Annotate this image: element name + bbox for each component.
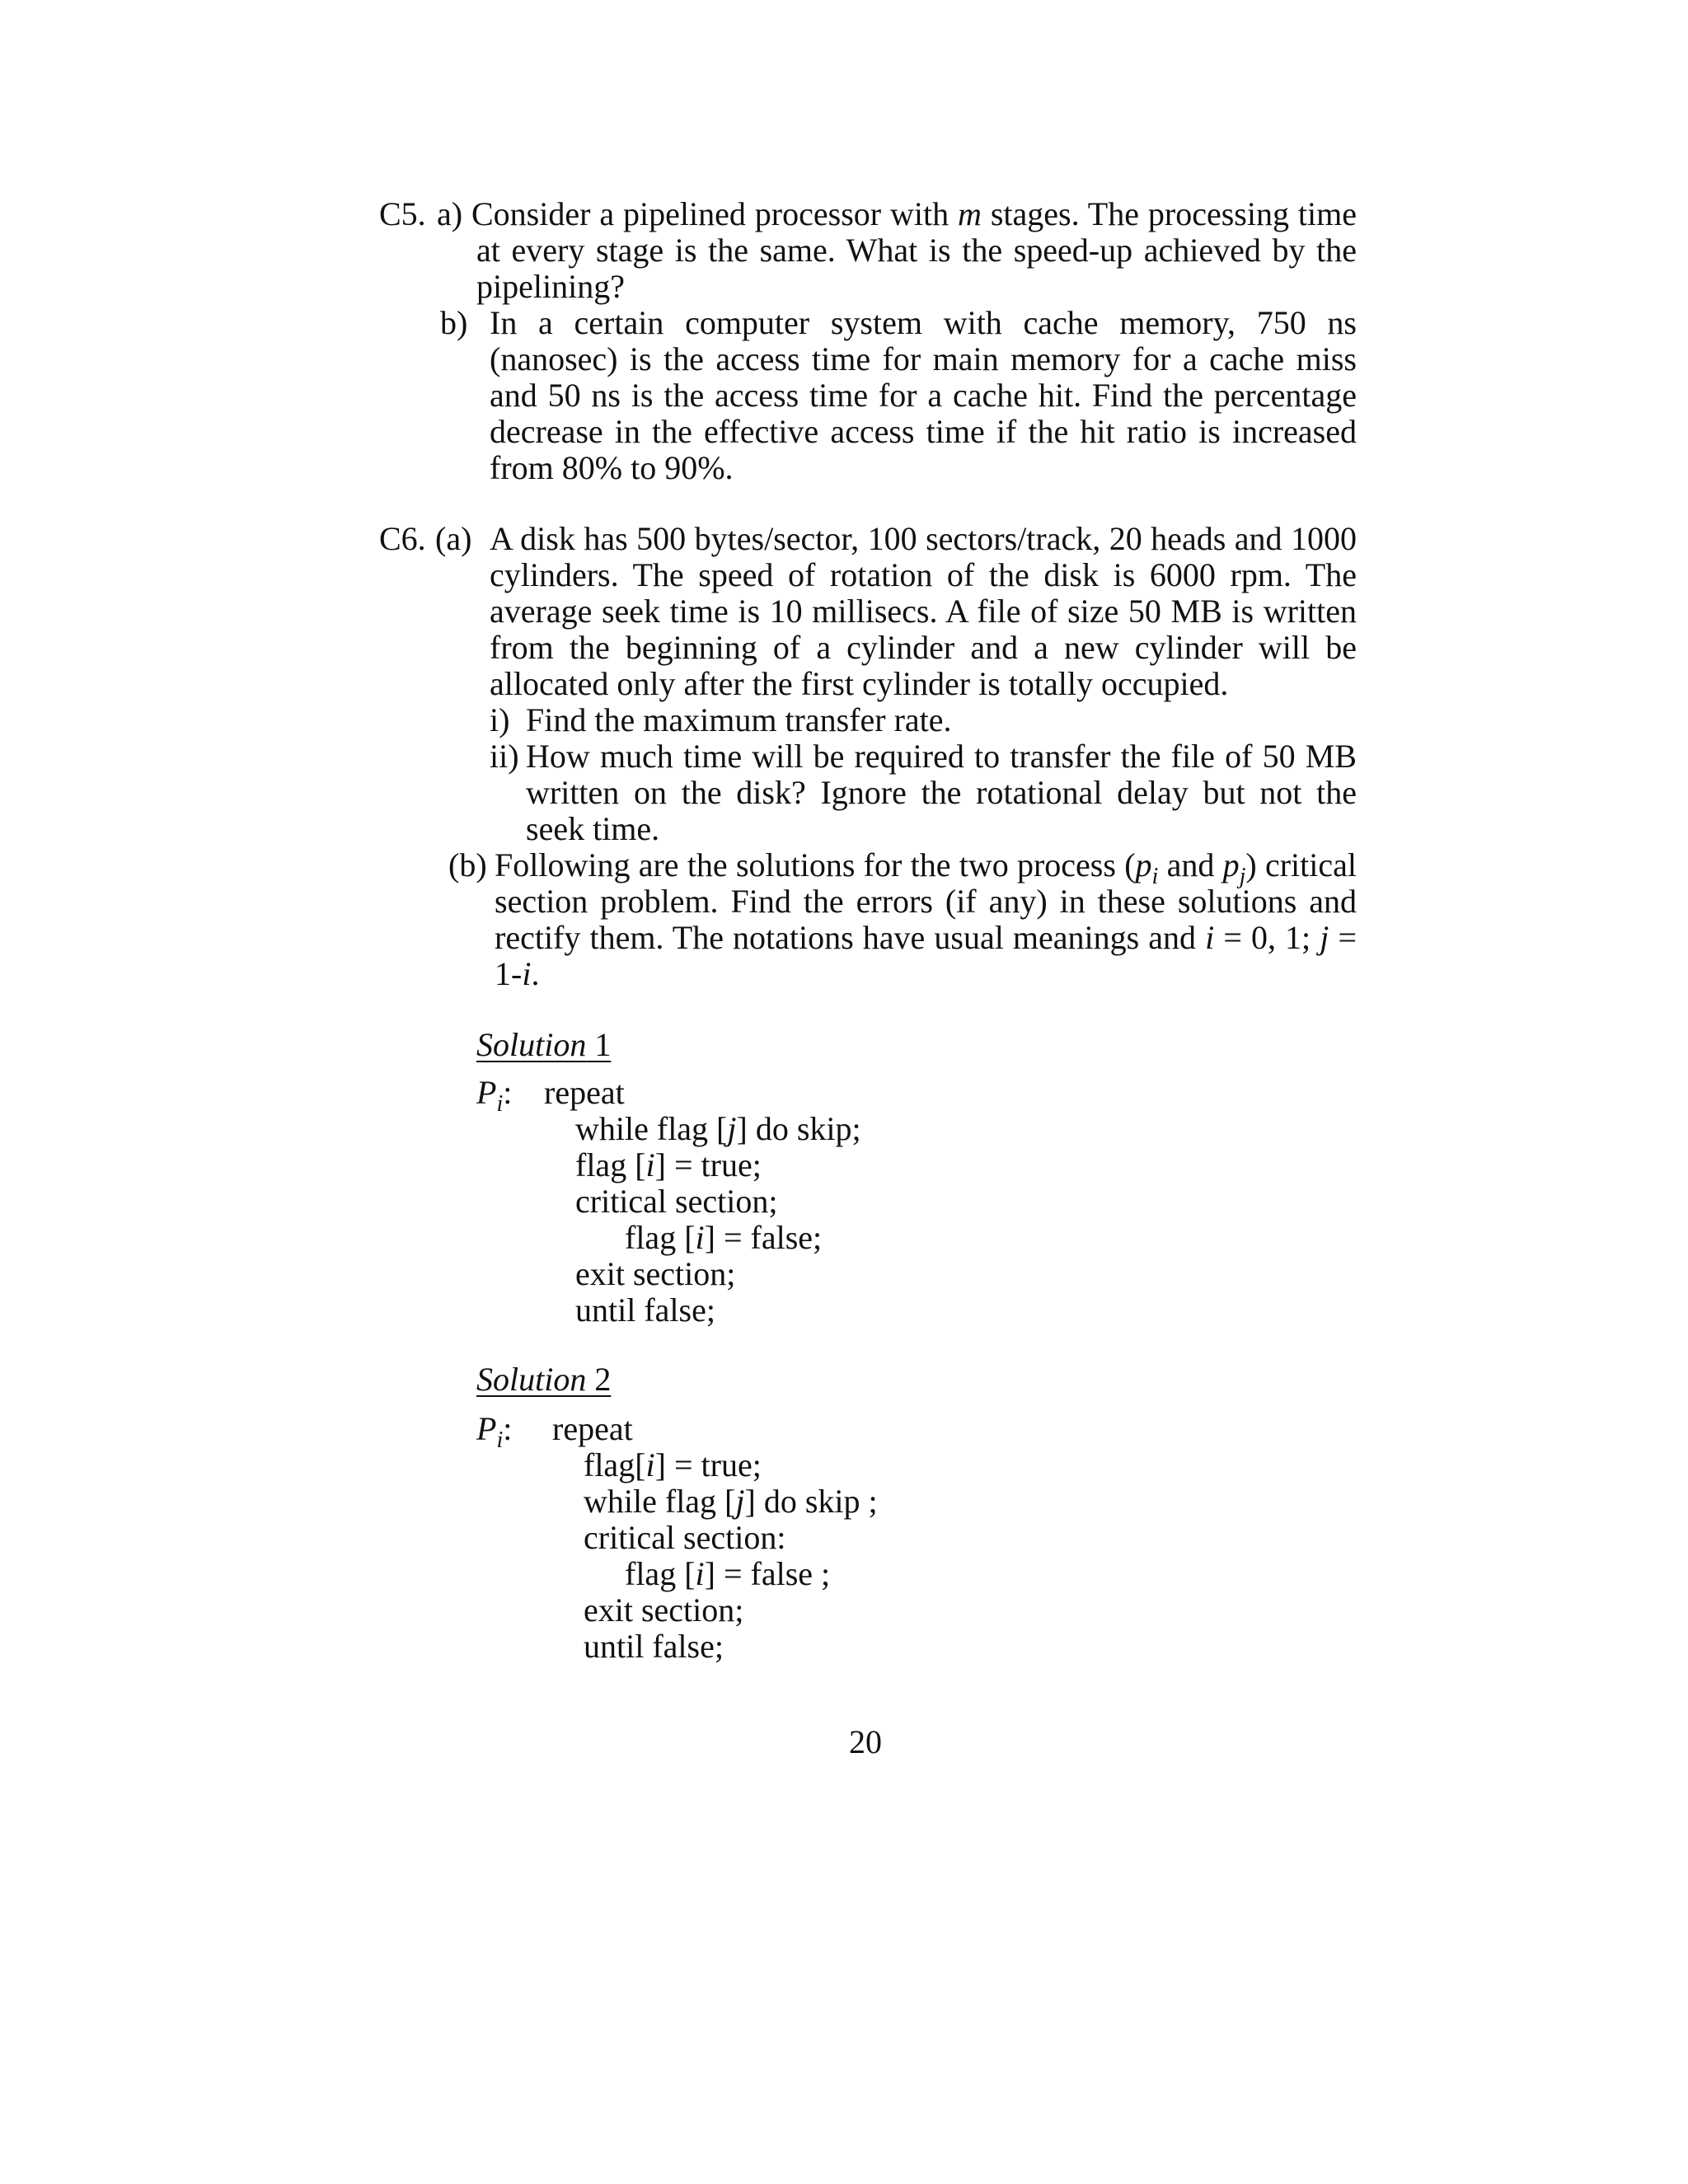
part-a-text: A disk has 500 bytes/sector, 100 sectors/track, 20 heads and 1000 cylinders. The speed of rotation of the disk is 6000 rpm. The average seek time is 10 millisecs. A file of size 50 MB is written from the beginning of a cylinder and a new cylinder will be allocated only after the first cylinder is totally occupied. bbox=[490, 520, 1357, 702]
part-label: (a) bbox=[435, 520, 472, 557]
solution-title: Solution 1 bbox=[476, 1026, 612, 1063]
part-label: b) bbox=[440, 304, 468, 341]
code-line: exit section; bbox=[584, 1591, 744, 1629]
code-line: exit section; bbox=[575, 1255, 736, 1292]
subpart-ii-text: How much time will be required to transfer the file of 50 MB written on the disk? Ignore the rotational delay but not the seek time. bbox=[526, 738, 1357, 847]
part-label: (b) bbox=[448, 846, 487, 883]
part-a-text: Consider a pipelined processor with m stages. The processing time at every stage is the same. What is the speed-up achieved by the pipelining? bbox=[471, 195, 1357, 305]
part-label: a) bbox=[437, 195, 463, 232]
question-label: C6. bbox=[379, 520, 426, 557]
code-line: until false; bbox=[584, 1628, 724, 1665]
process-label: $P_i$: bbox=[476, 1074, 513, 1117]
subpart-i-text: Find the maximum transfer rate. bbox=[526, 701, 952, 738]
code-line: critical section: bbox=[584, 1519, 786, 1556]
code-line: flag [i] = true; bbox=[575, 1146, 762, 1183]
code-line: flag[i] = true; bbox=[584, 1446, 762, 1483]
subpart-label: i) bbox=[490, 701, 510, 738]
page-number: 20 bbox=[849, 1723, 882, 1760]
question-label: C5. bbox=[379, 195, 426, 232]
code-line: critical section; bbox=[575, 1183, 778, 1220]
code-line: repeat bbox=[552, 1410, 633, 1447]
subpart-label: ii) bbox=[490, 738, 519, 775]
code-line: flag [i] = false; bbox=[625, 1219, 823, 1256]
process-label: $P_i$: bbox=[476, 1410, 513, 1453]
code-line: repeat bbox=[544, 1074, 625, 1111]
part-b-text: Following are the solutions for the two process ($p_i$ and $p_j$) critical section problem. Find the errors (if any) in these solutions and rectify them. The notations have usual meanings and i = 0, 1; j = 1-i. bbox=[495, 846, 1357, 992]
code-line: flag [i] = false ; bbox=[625, 1555, 831, 1592]
solution-title: Solution 2 bbox=[476, 1361, 612, 1398]
code-line: while flag [j] do skip ; bbox=[584, 1483, 878, 1520]
code-line: until false; bbox=[575, 1291, 715, 1329]
code-line: while flag [j] do skip; bbox=[575, 1110, 861, 1147]
part-b-text: In a certain computer system with cache memory, 750 ns (nanosec) is the access time for main memory for a cache miss and 50 ns is the access time for a cache hit. Find the percentage decrease in the effective access time if the hit ratio is increased from 80% to 90%. bbox=[490, 304, 1357, 486]
